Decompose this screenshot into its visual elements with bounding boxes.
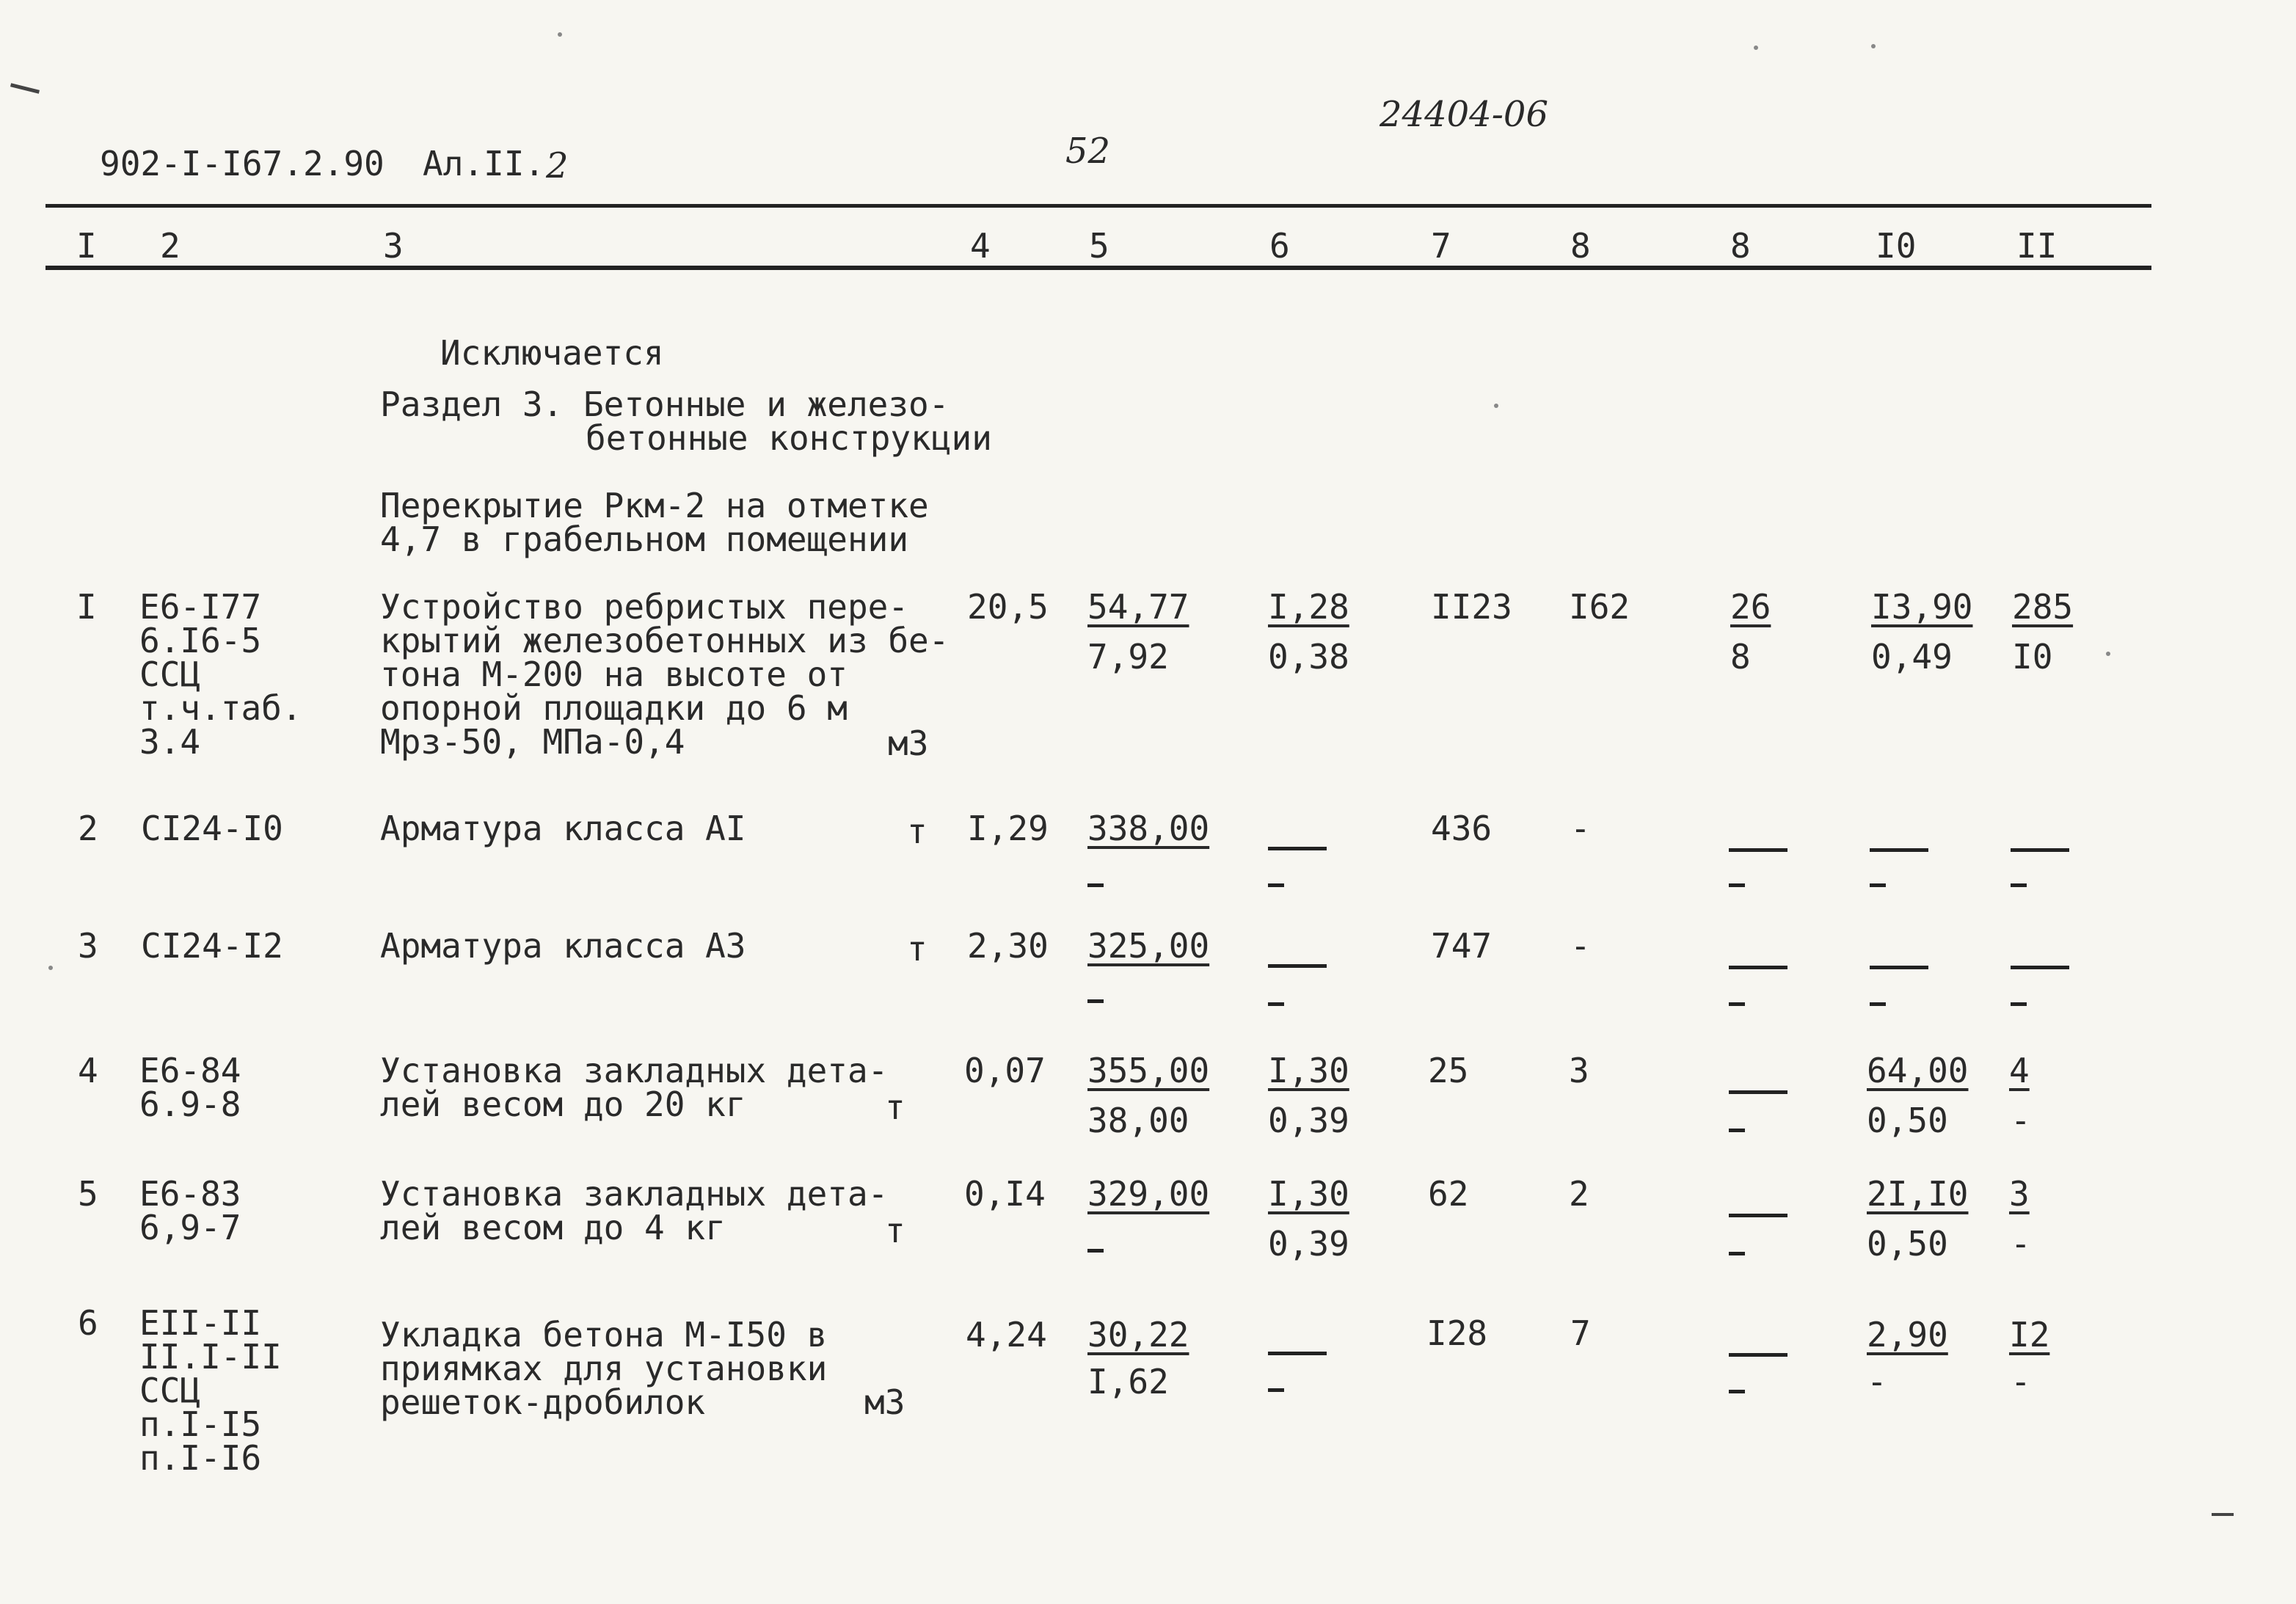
row-description: Укладка бетона М-I50 в — [380, 1315, 828, 1355]
row-code: ССЦ — [139, 655, 201, 694]
row-number: I — [76, 587, 97, 627]
cell-col10-bottom: 0,49 — [1871, 637, 1953, 677]
cell-col11-bottom-dash — [2011, 878, 2027, 892]
row-code: ЕII-II — [139, 1303, 262, 1343]
cell-col9-dash — [1729, 1208, 1787, 1222]
cell-col7: 25 — [1428, 1051, 1469, 1090]
row-number: 3 — [78, 926, 98, 966]
row-code: СI24-I0 — [141, 809, 283, 848]
row-number: 6 — [78, 1303, 98, 1343]
scan-speck — [1754, 45, 1758, 50]
col-header-10: I0 — [1876, 226, 1917, 266]
cell-col9-bottom-dash — [1729, 878, 1745, 892]
cell-col8: 7 — [1570, 1313, 1591, 1353]
scan-speck — [2106, 652, 2110, 656]
cell-col6-dash — [1268, 841, 1327, 855]
cell-col8: 3 — [1569, 1051, 1589, 1090]
scan-speck — [1494, 404, 1498, 408]
row-code: п.I-I6 — [139, 1438, 262, 1478]
cell-col6-bottom: 0,38 — [1268, 637, 1349, 677]
row-quantity: 4,24 — [966, 1315, 1047, 1355]
row-description: опорной площадки до 6 м — [380, 688, 848, 728]
cell-col9-bottom: 8 — [1730, 637, 1751, 677]
cell-col7: 62 — [1428, 1174, 1469, 1214]
cell-col5-top: 30,22 — [1087, 1315, 1189, 1355]
cell-col11-top: 285 — [2012, 587, 2074, 627]
section-title-line1: Раздел 3. Бетонные и железо- — [380, 384, 950, 424]
row-unit: м3 — [888, 723, 929, 763]
row-code: Е6-I77 — [139, 587, 262, 627]
col-header-4: 4 — [970, 226, 991, 266]
cell-col10-bottom: 0,50 — [1867, 1101, 1948, 1140]
scan-speck — [48, 966, 53, 970]
cell-col11-top: I2 — [2009, 1315, 2050, 1355]
cell-col9-bottom-dash — [1729, 1123, 1745, 1137]
row-quantity: I,29 — [967, 809, 1049, 848]
col-header-1: I — [76, 226, 97, 266]
cell-col9-dash — [1729, 960, 1787, 974]
row-quantity: 0,07 — [964, 1051, 1046, 1090]
row-code: СI24-I2 — [141, 926, 283, 966]
cell-col9-dash — [1729, 1347, 1787, 1361]
cell-col11-dash — [2011, 960, 2069, 974]
cell-col6-top: I,30 — [1268, 1174, 1349, 1214]
row-code: 6.9-8 — [139, 1084, 241, 1124]
cell-col5-bottom-dash — [1087, 1243, 1104, 1257]
section-title-line2: бетонные конструкции — [586, 418, 992, 458]
scan-speck — [1871, 44, 1876, 48]
row-description: Арматура класса А3 — [380, 926, 746, 966]
doc-code: 902-I-I67.2.90 — [100, 144, 385, 183]
row-unit: т — [907, 929, 927, 969]
cell-col10-bottom-dash — [1870, 878, 1886, 892]
row-code: Е6-83 — [139, 1174, 241, 1214]
col-header-6: 6 — [1269, 226, 1290, 266]
header-top-rule — [45, 204, 2151, 208]
cell-col6-bottom-dash — [1268, 996, 1284, 1010]
col-header-5: 5 — [1089, 226, 1109, 266]
subsection-line1: Перекрытие Ркм-2 на отметке — [380, 486, 929, 525]
row-number: 5 — [78, 1174, 98, 1214]
cell-col8: - — [1570, 809, 1591, 848]
row-code: 6,9-7 — [139, 1208, 241, 1247]
cell-col11-top: 3 — [2009, 1174, 2030, 1214]
row-description: Установка закладных дета- — [380, 1174, 889, 1214]
cell-col8: 2 — [1569, 1174, 1589, 1214]
row-quantity: 0,I4 — [964, 1174, 1046, 1214]
cell-col5-bottom: 38,00 — [1087, 1101, 1189, 1140]
cell-col10-bottom: - — [1867, 1362, 1887, 1401]
cell-col6-top: I,28 — [1268, 587, 1349, 627]
subsection-line2: 4,7 в грабельном помещении — [380, 520, 909, 559]
cell-col11-bottom-dash — [2011, 996, 2027, 1010]
col-header-9: 8 — [1730, 226, 1751, 266]
cell-col7: 436 — [1431, 809, 1493, 848]
cell-col6-bottom-dash — [1268, 1382, 1284, 1396]
row-description: приямках для установки — [380, 1349, 828, 1388]
album-number-handwritten: 2 — [546, 145, 569, 186]
cell-col5-bottom: 7,92 — [1087, 637, 1169, 677]
cell-col9-bottom-dash — [1729, 1384, 1745, 1398]
row-code: 6.I6-5 — [139, 621, 262, 660]
cell-col9-bottom-dash — [1729, 996, 1745, 1010]
cell-col9-dash — [1729, 1084, 1787, 1098]
row-code: Е6-84 — [139, 1051, 241, 1090]
cell-col10-dash — [1870, 842, 1928, 856]
cell-col6-dash — [1268, 958, 1327, 972]
cell-col7: 747 — [1431, 926, 1493, 966]
inventory-number-handwritten: 24404-06 — [1380, 94, 1548, 135]
row-description: лей весом до 4 кг — [380, 1208, 726, 1247]
row-number: 4 — [78, 1051, 98, 1090]
cell-col11-bottom: - — [2011, 1362, 2031, 1401]
col-header-3: 3 — [383, 226, 404, 266]
cell-col10-top: I3,90 — [1871, 587, 1973, 627]
row-unit: т — [907, 812, 927, 851]
row-code: т.ч.таб. — [139, 688, 302, 728]
row-unit: т — [885, 1211, 905, 1250]
row-description: Мрз-50, МПа-0,4 — [380, 722, 685, 762]
row-number: 2 — [78, 809, 98, 848]
scan-mark — [2212, 1513, 2234, 1516]
cell-col11-bottom: - — [2011, 1224, 2031, 1264]
row-description: Арматура класса АI — [380, 809, 746, 848]
row-unit: м3 — [864, 1382, 905, 1422]
cell-col11-dash — [2011, 842, 2069, 856]
cell-col5-bottom-dash — [1087, 878, 1104, 892]
cell-col8: I62 — [1569, 587, 1630, 627]
row-code: ССЦ — [139, 1371, 201, 1410]
scan-speck — [558, 32, 562, 37]
album-label: Ал.II. — [423, 144, 545, 183]
row-quantity: 20,5 — [967, 587, 1049, 627]
cell-col10-top: 64,00 — [1867, 1051, 1969, 1090]
cell-col9-bottom-dash — [1729, 1246, 1745, 1260]
cell-col5-top: 325,00 — [1087, 926, 1210, 966]
row-description: решеток-дробилок — [380, 1382, 706, 1422]
col-header-2: 2 — [160, 226, 181, 266]
cell-col10-top: 2I,I0 — [1867, 1174, 1969, 1214]
col-header-8: 8 — [1570, 226, 1591, 266]
cell-col10-bottom: 0,50 — [1867, 1224, 1948, 1264]
row-quantity: 2,30 — [967, 926, 1049, 966]
cell-col5-top: 54,77 — [1087, 587, 1189, 627]
row-description: крытий железобетонных из бе- — [380, 621, 950, 660]
cell-col6-dash — [1268, 1346, 1327, 1360]
row-code: п.I-I5 — [139, 1404, 262, 1444]
cell-col11-bottom: I0 — [2012, 637, 2053, 677]
row-description: лей весом до 20 кг — [380, 1084, 746, 1124]
row-unit: т — [885, 1087, 905, 1127]
cell-col5-top: 329,00 — [1087, 1174, 1210, 1214]
cell-col5-bottom: I,62 — [1087, 1362, 1169, 1401]
col-header-11: II — [2016, 226, 2058, 266]
cell-col5-top: 338,00 — [1087, 809, 1210, 848]
row-description: тона М-200 на высоте от — [380, 655, 848, 694]
cell-col7: I28 — [1426, 1313, 1488, 1353]
cell-col6-top: I,30 — [1268, 1051, 1349, 1090]
cell-col10-bottom-dash — [1870, 996, 1886, 1010]
cell-col10-top: 2,90 — [1867, 1315, 1948, 1355]
row-description: Установка закладных дета- — [380, 1051, 889, 1090]
header-bottom-rule — [45, 266, 2151, 270]
cell-col10-dash — [1870, 960, 1928, 974]
cell-col8: - — [1570, 926, 1591, 966]
page-number-handwritten: 52 — [1065, 131, 1111, 172]
cell-col11-top: 4 — [2009, 1051, 2030, 1090]
row-code: 3.4 — [139, 722, 201, 762]
row-description: Устройство ребристых пере- — [380, 587, 909, 627]
cell-col6-bottom-dash — [1268, 878, 1284, 892]
col-header-7: 7 — [1431, 226, 1451, 266]
row-code: II.I-II — [139, 1337, 282, 1377]
scan-mark — [10, 83, 40, 94]
cell-col9-dash — [1729, 842, 1787, 856]
cell-col7: II23 — [1431, 587, 1512, 627]
cell-col9-top: 26 — [1730, 587, 1771, 627]
cell-col5-top: 355,00 — [1087, 1051, 1210, 1090]
excluded-note: Исключается — [440, 333, 664, 373]
cell-col6-bottom: 0,39 — [1268, 1224, 1349, 1264]
cell-col11-bottom: - — [2011, 1101, 2031, 1140]
cell-col5-bottom-dash — [1087, 994, 1104, 1007]
cell-col6-bottom: 0,39 — [1268, 1101, 1349, 1140]
